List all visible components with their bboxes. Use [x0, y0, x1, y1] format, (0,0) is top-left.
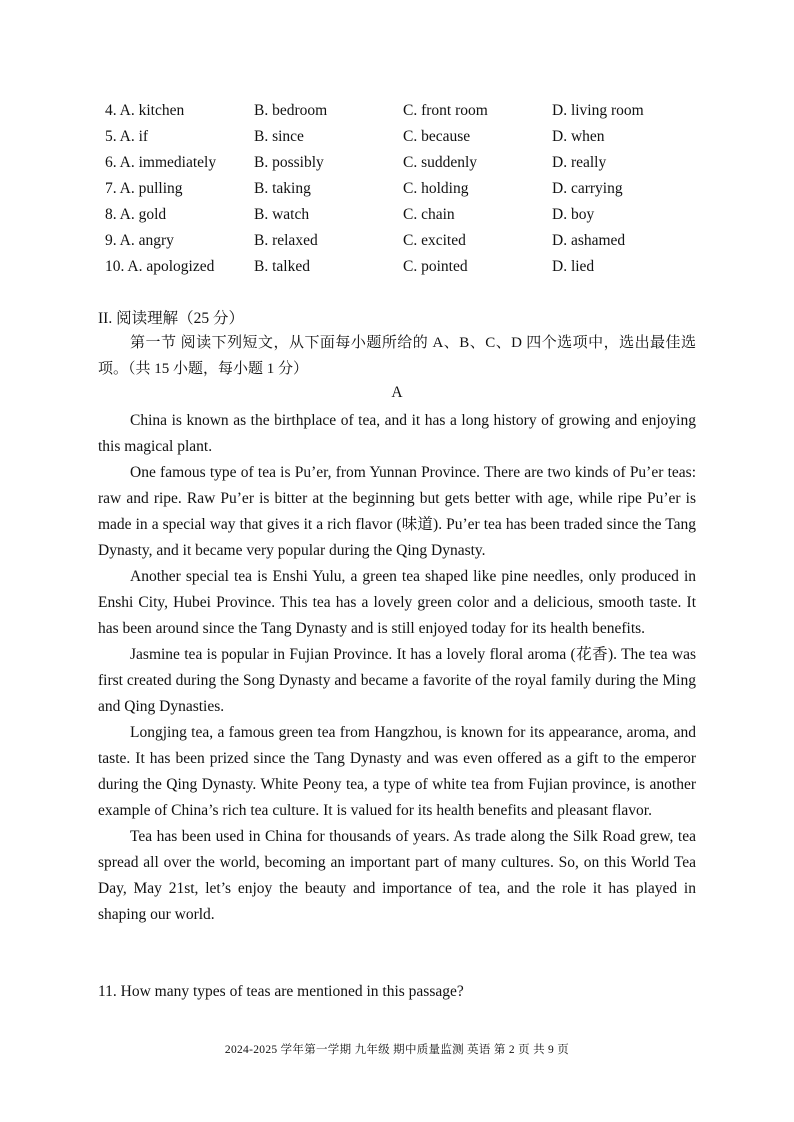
passage-paragraph: Another special tea is Enshi Yulu, a green tea shaped like pine needles, only produced in Enshi City, Hubei Province. This tea has a lovely green color and a delicious, smooth taste. It has been around since the Tang Dynasty and is still enjoyed today for its health benefits.: [98, 568, 696, 637]
option-d: D. boy: [552, 206, 595, 223]
option-c: C. holding: [403, 180, 469, 197]
passage-paragraph: Tea has been used in China for thousands of years. As trade along the Silk Road grew, tea spread all over the world, becoming an important part of many cultures. So, on this World Tea Day, May 21st, let’s enjoy the beauty and importance of tea, and the role it has played in shaping our world.: [98, 828, 696, 923]
option-b: B. bedroom: [254, 102, 328, 119]
option-c: C. suddenly: [403, 154, 478, 171]
option-row: [105, 176, 705, 202]
option-d: D. ashamed: [552, 232, 626, 249]
option-c: C. pointed: [403, 258, 468, 275]
passage-paragraph: China is known as the birthplace of tea, and it has a long history of growing and enjoying this magical plant.: [98, 412, 696, 455]
option-a: 8. A. gold: [105, 206, 167, 223]
option-c: C. chain: [403, 206, 455, 223]
option-d: D. lied: [552, 258, 595, 275]
option-row: [105, 124, 705, 150]
option-row: [105, 98, 705, 124]
option-a: 10. A. apologized: [105, 258, 215, 275]
passage-paragraph: One famous type of tea is Pu’er, from Yunnan Province. There are two kinds of Pu’er teas: raw and ripe. Raw Pu’er is bitter at the beginning but gets better with age, while ripe Pu’er is made in a special way that gives it a rich flavor (味道). Pu’er tea has been traded since the Tang Dynasty, and it became very popular during the Qing Dynasty.: [98, 464, 696, 559]
option-c: C. excited: [403, 232, 466, 249]
page-footer: 2024-2025 学年第一学期 九年级 期中质量监测 英语 第 2 页 共 9 页: [224, 1044, 570, 1056]
option-row: [105, 228, 705, 254]
option-b: B. possibly: [254, 154, 324, 171]
option-d: D. really: [552, 154, 607, 171]
option-b: B. since: [254, 128, 304, 145]
option-d: D. when: [552, 128, 605, 145]
option-a: 5. A. if: [105, 128, 149, 145]
option-c: C. front room: [403, 102, 488, 119]
option-b: B. talked: [254, 258, 310, 275]
option-b: B. relaxed: [254, 232, 318, 249]
section-title: II. 阅读理解（25 分）: [98, 310, 244, 327]
passage-paragraph: Jasmine tea is popular in Fujian Province. It has a lovely floral aroma (花香). The tea was first created during the Song Dynasty and became a favorite of the royal family during the Ming and Qing Dynasties.: [98, 646, 696, 715]
cloze-options-table: [105, 98, 705, 280]
option-c: C. because: [403, 128, 471, 145]
option-d: D. carrying: [552, 180, 623, 197]
option-a: 4. A. kitchen: [105, 102, 185, 119]
passage-letter: A: [391, 384, 403, 401]
option-row: [105, 254, 705, 280]
option-a: 6. A. immediately: [105, 154, 217, 171]
reading-passage: [98, 408, 696, 928]
passage-paragraph: Longjing tea, a famous green tea from Hangzhou, is known for its appearance, aroma, and taste. It has been prized since the Tang Dynasty and was even offered as a gift to the emperor during the Qing Dynasty. White Peony tea, a type of white tea from Fujian province, is another example of China’s rich tea culture. It is valued for its health benefits and pleasant flavor.: [98, 724, 696, 819]
option-d: D. living room: [552, 102, 644, 119]
option-a: 7. A. pulling: [105, 180, 183, 197]
option-b: B. taking: [254, 180, 311, 197]
question-11: 11. How many types of teas are mentioned in this passage?: [98, 983, 464, 1000]
option-a: 9. A. angry: [105, 232, 174, 249]
option-row: [105, 202, 705, 228]
option-b: B. watch: [254, 206, 310, 223]
section-instructions: 第一节 阅读下列短文，从下面每小题所给的 A、B、C、D 四个选项中，选出最佳选项。（共 15 小题，每小题 1 分）: [98, 335, 696, 377]
option-row: [105, 150, 705, 176]
